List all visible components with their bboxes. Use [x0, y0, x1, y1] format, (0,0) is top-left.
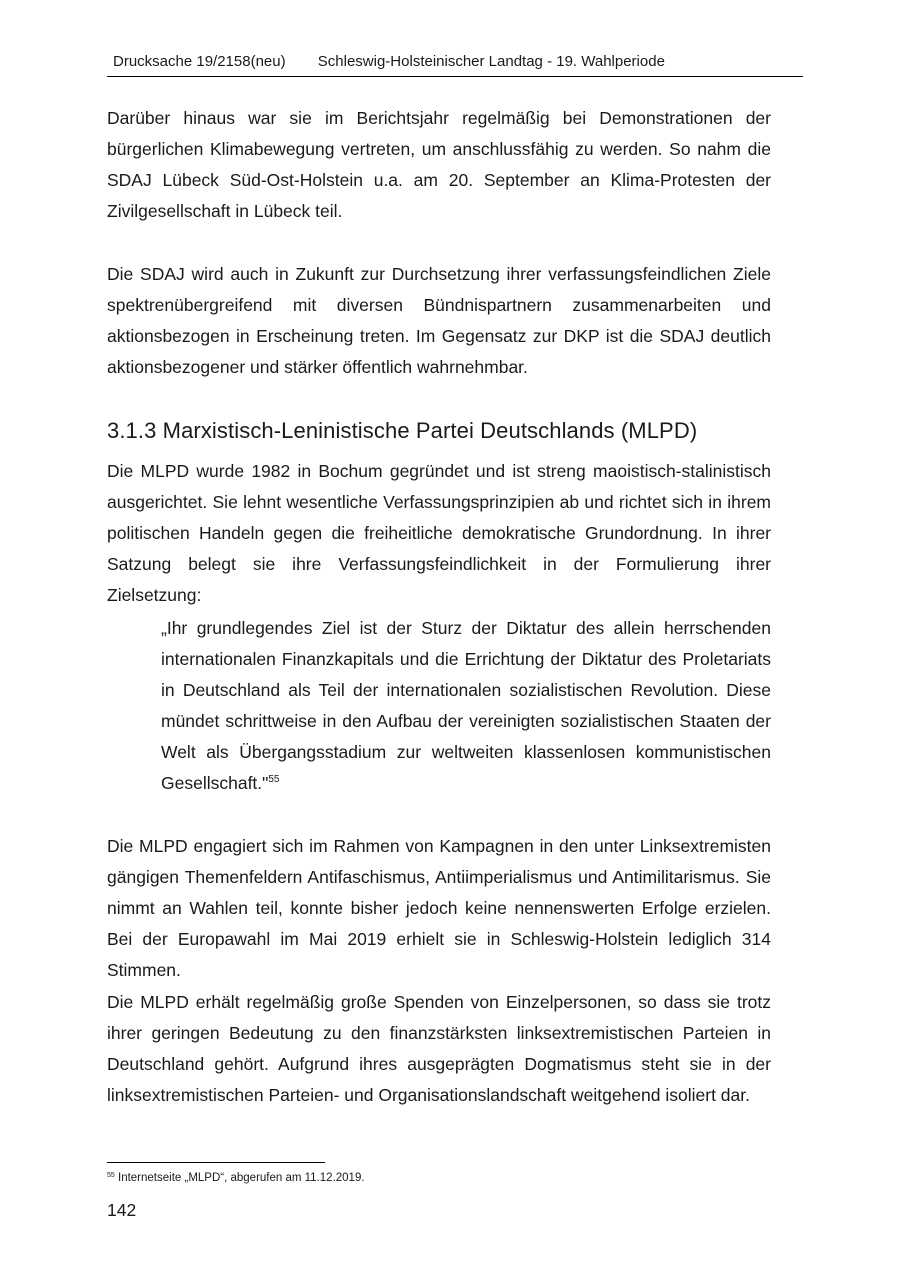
paragraph-climate: Darüber hinaus war sie im Berichtsjahr regelmäßig bei Demonstrationen der bürgerlichen Klimabewegung vertreten, um anschlussfähig zu werden. So nahm die SDAJ Lübeck Süd-Ost-Holstein u.a. am 20. September an Klima-Protesten der Zivilgesellschaft in Lübeck teil. — [107, 108, 771, 222]
statute-quote — [161, 613, 771, 800]
paragraph-mlpd-campaigns: Die MLPD engagiert sich im Rahmen von Kampagnen in den unter Linksextremisten gängigen Themenfeldern Antifaschismus, Antiimperialismus und Antimilitarismus. Sie nimmt an Wahlen teil, konnte bisher jedoch keine nennenswerten Erfolge erzielen. Bei der Europawahl im Mai 2019 erhielt sie in Schleswig-Holstein lediglich 314 Stimmen. — [107, 836, 771, 981]
page-number: 142 — [107, 1200, 137, 1220]
document-id: Drucksache 19/2158(neu) — [113, 53, 286, 70]
section-heading: 3.1.3 Marxistisch-Leninistische Partei Deutschlands (MLPD) — [107, 418, 698, 443]
paragraph-mlpd-intro: Die MLPD wurde 1982 in Bochum gegründet und ist streng maoistisch-stalinistisch ausgerichtet. Sie lehnt wesentliche Verfassungsprinzipien ab und richtet sich in ihrem politischen Handeln gegen die freiheitliche demokratische Grundordnung. In ihrer Satzung belegt sie ihre Verfassungsfeindlichkeit in der Formulierung ihrer Zielsetzung: — [107, 461, 771, 606]
parliament-title: Schleswig-Holsteinischer Landtag - 19. Wahlperiode — [317, 53, 665, 70]
paragraph-mlpd-finances: Die MLPD erhält regelmäßig große Spenden von Einzelpersonen, so dass sie trotz ihrer geringen Bedeutung zu den finanzstärksten linksextremistischen Parteien in Deutschland gehört. Aufgrund ihres ausgeprägten Dogmatismus steht sie in der linksextremistischen Parteien- und Organisationslandschaft weitgehend isoliert dar. — [107, 992, 771, 1106]
footnote-divider — [107, 1162, 325, 1163]
paragraph-sdaj-outlook: Die SDAJ wird auch in Zukunft zur Durchsetzung ihrer verfassungsfeindlichen Ziele spektrenübergreifend mit diversen Bündnispartnern zusammenarbeiten und aktionsbezogen in Erscheinung treten. Im Gegensatz zur DKP ist die SDAJ deutlich aktionsbezogener und stärker öffentlich wahrnehmbar. — [107, 264, 771, 378]
page-header — [107, 52, 803, 77]
footnote-reference[interactable]: 55 — [268, 774, 280, 786]
footnote-text: Internetseite „MLPD“, abgerufen am 11.12.2019. — [118, 1172, 365, 1184]
statute-quote-text: „Ihr grundlegendes Ziel ist der Sturz der Diktatur des allein herrschenden internationalen Finanzkapitals und die Errichtung der Diktatur des Proletariats in Deutschland als Teil der internationalen sozialistischen Revolution. Diese mündet schrittweise in den Aufbau der vereinigten sozialistischen Staaten der Welt als Übergangsstadium zur weltweiten klassenlosen kommunistischen Gesellschaft." — [161, 618, 771, 794]
footnote-number: 55 — [107, 1172, 115, 1179]
footnote — [107, 1170, 365, 1186]
